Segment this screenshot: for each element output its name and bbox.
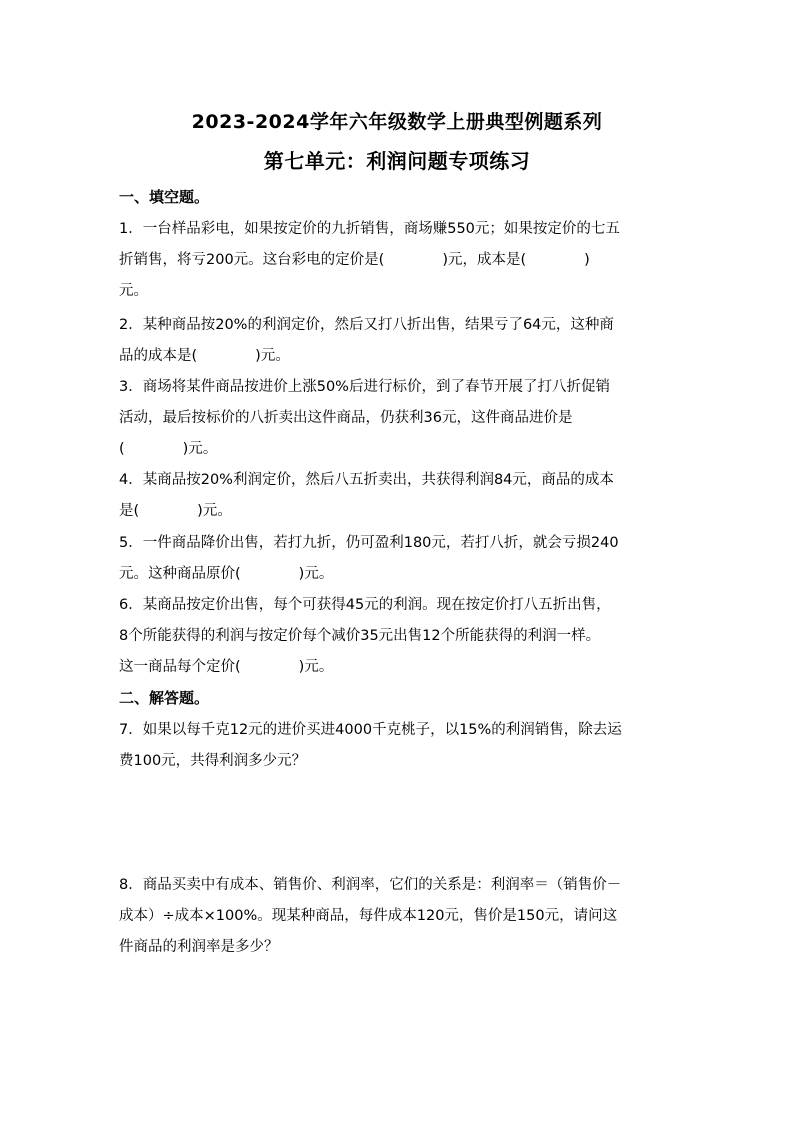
question-8-line-2: 成本）÷成本×100%。现某种商品，每件成本120元，售价是150元，请问这	[119, 908, 618, 924]
page-title: 2023-2024学年六年级数学上册典型例题系列	[191, 111, 603, 133]
question-6-line-3: 这一商品每个定价( )元。	[119, 659, 334, 675]
question-8-line-1: 8．商品买卖中有成本、销售价、利润率，它们的关系是：利润率＝（销售价－	[119, 877, 622, 893]
question-7-line-1: 7．如果以每千克12元的进价买进4000千克桃子，以15%的利润销售，除去运	[119, 722, 622, 738]
question-3-line-2: 活动，最后按标价的八折卖出这件商品，仍获利36元，这件商品进价是	[119, 410, 573, 426]
section-heading-solve: 二、解答题。	[119, 689, 210, 707]
question-2-line-1: 2．某种商品按20%的利润定价，然后又打八折出售，结果亏了64元，这种商	[119, 317, 614, 333]
question-4-line-2: 是( )元。	[119, 503, 232, 519]
question-3-line-3: ( )元。	[119, 441, 218, 457]
question-3-line-1: 3．商场将某件商品按进价上涨50%后进行标价，到了春节开展了打八折促销	[119, 379, 610, 395]
section-heading-fill-in: 一、填空题。	[119, 188, 210, 206]
question-5-line-1: 5．一件商品降价出售，若打九折，仍可盈利180元，若打八折，就会亏损240	[119, 535, 619, 551]
question-8-line-3: 件商品的利润率是多少？	[119, 939, 279, 955]
question-5-line-2: 元。这种商品原价( )元。	[119, 566, 334, 582]
question-6-line-1: 6．某商品按定价出售，每个可获得45元的利润。现在按定价打八五折出售，	[119, 597, 611, 613]
question-1-line-2: 折销售，将亏200元。这台彩电的定价是( )元，成本是( )	[119, 252, 590, 268]
question-1-line-1: 1．一台样品彩电，如果按定价的九折销售，商场赚550元；如果按定价的七五	[119, 221, 620, 237]
question-7-line-2: 费100元，共得利润多少元？	[119, 753, 307, 769]
question-4-line-1: 4．某商品按20%利润定价，然后八五折卖出，共获得利润84元，商品的成本	[119, 472, 614, 488]
question-2-line-2: 品的成本是( )元。	[119, 348, 290, 364]
question-1-line-3: 元。	[119, 283, 148, 299]
question-6-line-2: 8个所能获得的利润与按定价每个减价35元出售12个所能获得的利润一样。	[119, 628, 601, 644]
page-subtitle: 第七单元：利润问题专项练习	[263, 149, 531, 173]
